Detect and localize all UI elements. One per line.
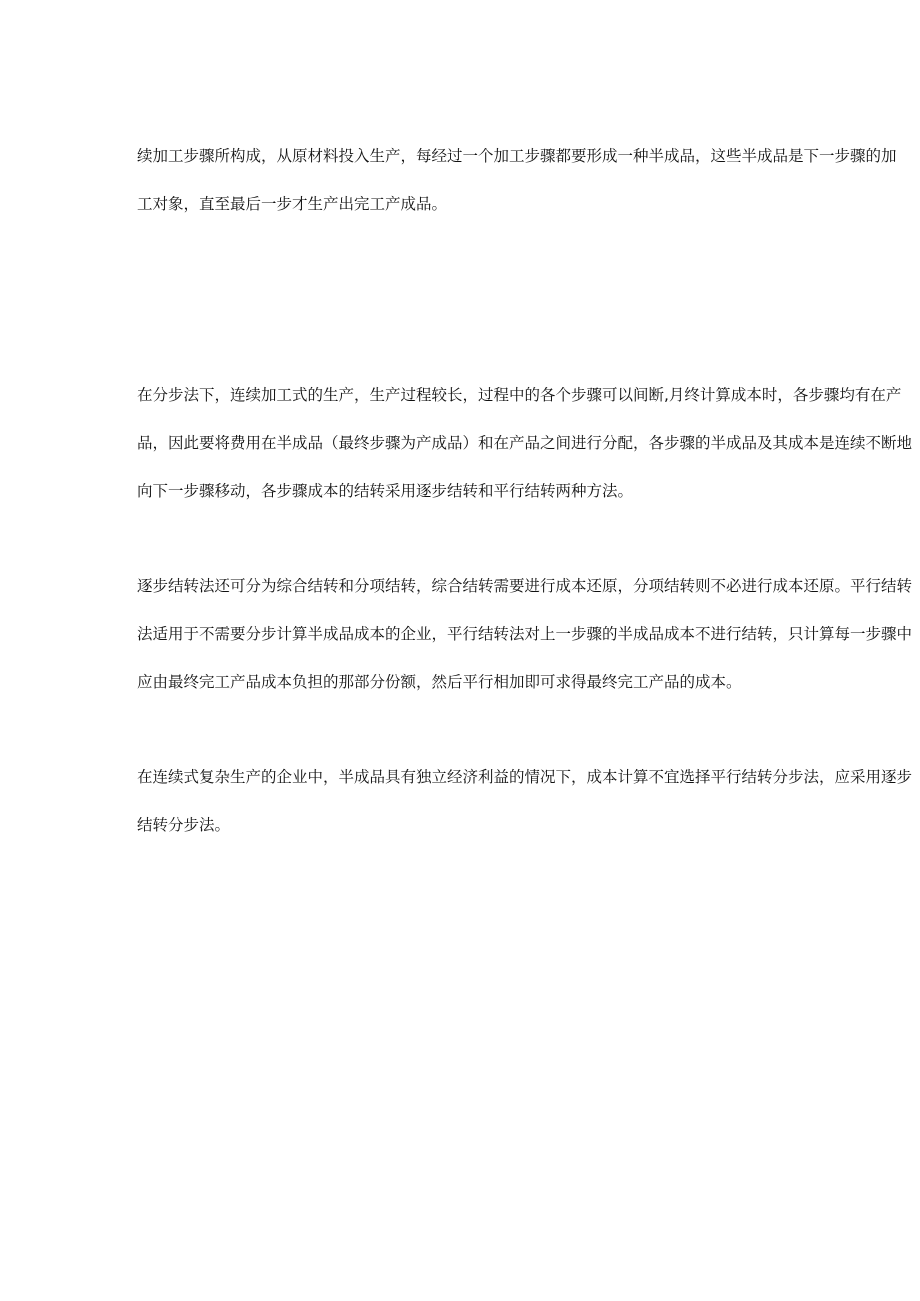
text-line: 法适用于不需要分步计算半成品成本的企业，平行结转法对上一步骤的半成品成本不进行结转，只计算每一步骤中 (137, 625, 913, 643)
text-line: 续加工步骤所构成，从原材料投入生产，每经过一个加工步骤都要形成一种半成品，这些半成品是下一步骤的加 (137, 147, 897, 165)
paragraph-transfer-methods (137, 576, 913, 720)
text-line: 逐步结转法还可分为综合结转和分项结转，综合结转需要进行成本还原，分项结转则不必进行成本还原。平行结转 (137, 577, 913, 595)
text-line: 品，因此要将费用在半成品（最终步骤为产成品）和在产品之间进行分配，各步骤的半成品及其成本是连续不断地 (137, 434, 913, 452)
text-line: 向下一步骤移动，各步骤成本的结转采用逐步结转和平行结转两种方法。 (137, 482, 634, 500)
text-line: 在连续式复杂生产的企业中，半成品具有独立经济利益的情况下，成本计算不宜选择平行结转分步法，应采用逐步 (137, 768, 913, 786)
text-line: 工对象，直至最后一步才生产出完工产成品。 (137, 195, 448, 213)
text-line: 结转分步法。 (137, 816, 231, 834)
paragraph-continuation (137, 146, 905, 242)
paragraph-conclusion (137, 767, 913, 863)
text-line: 在分步法下，连续加工式的生产，生产过程较长，过程中的各个步骤可以间断,月终计算成本时，各步骤均有在产 (137, 386, 902, 404)
text-line: 应由最终完工产品成本负担的那部分份额，然后平行相加即可求得最终完工产品的成本。 (137, 673, 742, 691)
paragraph-step-method (137, 385, 913, 529)
